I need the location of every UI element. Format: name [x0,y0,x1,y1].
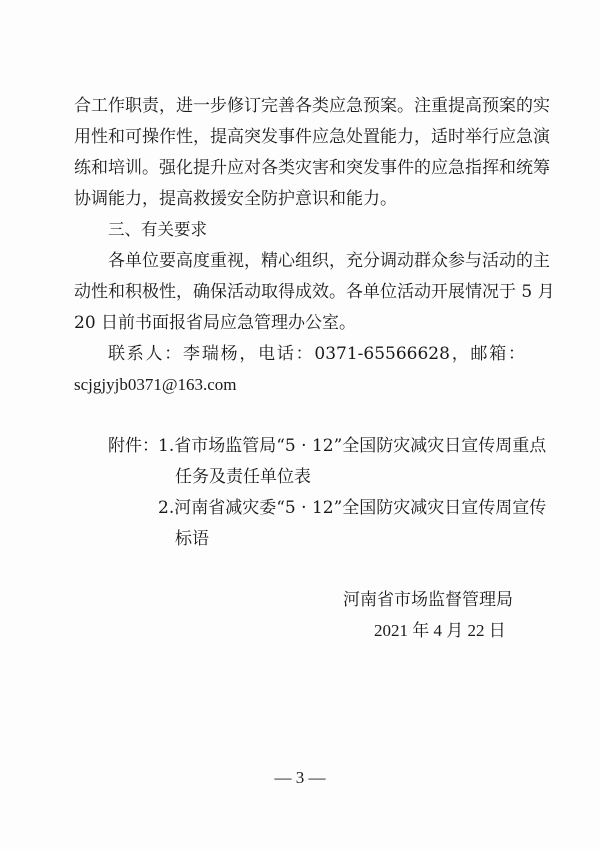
body-text-line: 动性和积极性，确保活动取得成效。各单位活动开展情况于 5 月 [74,282,555,302]
body-text-line: 协调能力，提高救援安全防护意识和能力。 [74,189,397,209]
issue-date: 2021 年 4 月 22 日 [374,621,506,640]
attachment-item: 2.河南省减灾委“5 · 12”全国防灾减灾日宣传周宣传 [158,498,547,518]
page-number: — 3 — [274,768,326,787]
attachment-item-continuation: 任务及责任单位表 [175,467,311,487]
contact-line: 联系人：李瑞杨，电话：0371-65566628，邮箱： [108,344,525,364]
body-text-line: 20 日前书面报省局应急管理办公室。 [74,313,357,333]
attachments-label: 附件： [108,436,159,456]
body-text-line: 合工作职责，进一步修订完善各类应急预案。注重提高预案的实 [74,96,550,116]
body-text-line: 用性和可操作性，提高突发事件应急处置能力，适时举行应急演 [74,127,550,147]
section-heading: 三、有关要求 [108,220,207,239]
issuer-name: 河南省市场监督管理局 [343,590,513,610]
body-text-line: 练和培训。强化提升应对各类灾害和突发事件的应急指挥和统筹 [74,158,550,178]
attachment-item: 1.省市场监管局“5 · 12”全国防灾减灾日宣传周重点 [158,436,547,456]
body-text-line: 各单位要高度重视，精心组织，充分调动群众参与活动的主 [108,251,550,271]
attachment-item-continuation: 标语 [175,529,209,549]
contact-email: scjgjyjb0371@163.com [74,375,237,394]
